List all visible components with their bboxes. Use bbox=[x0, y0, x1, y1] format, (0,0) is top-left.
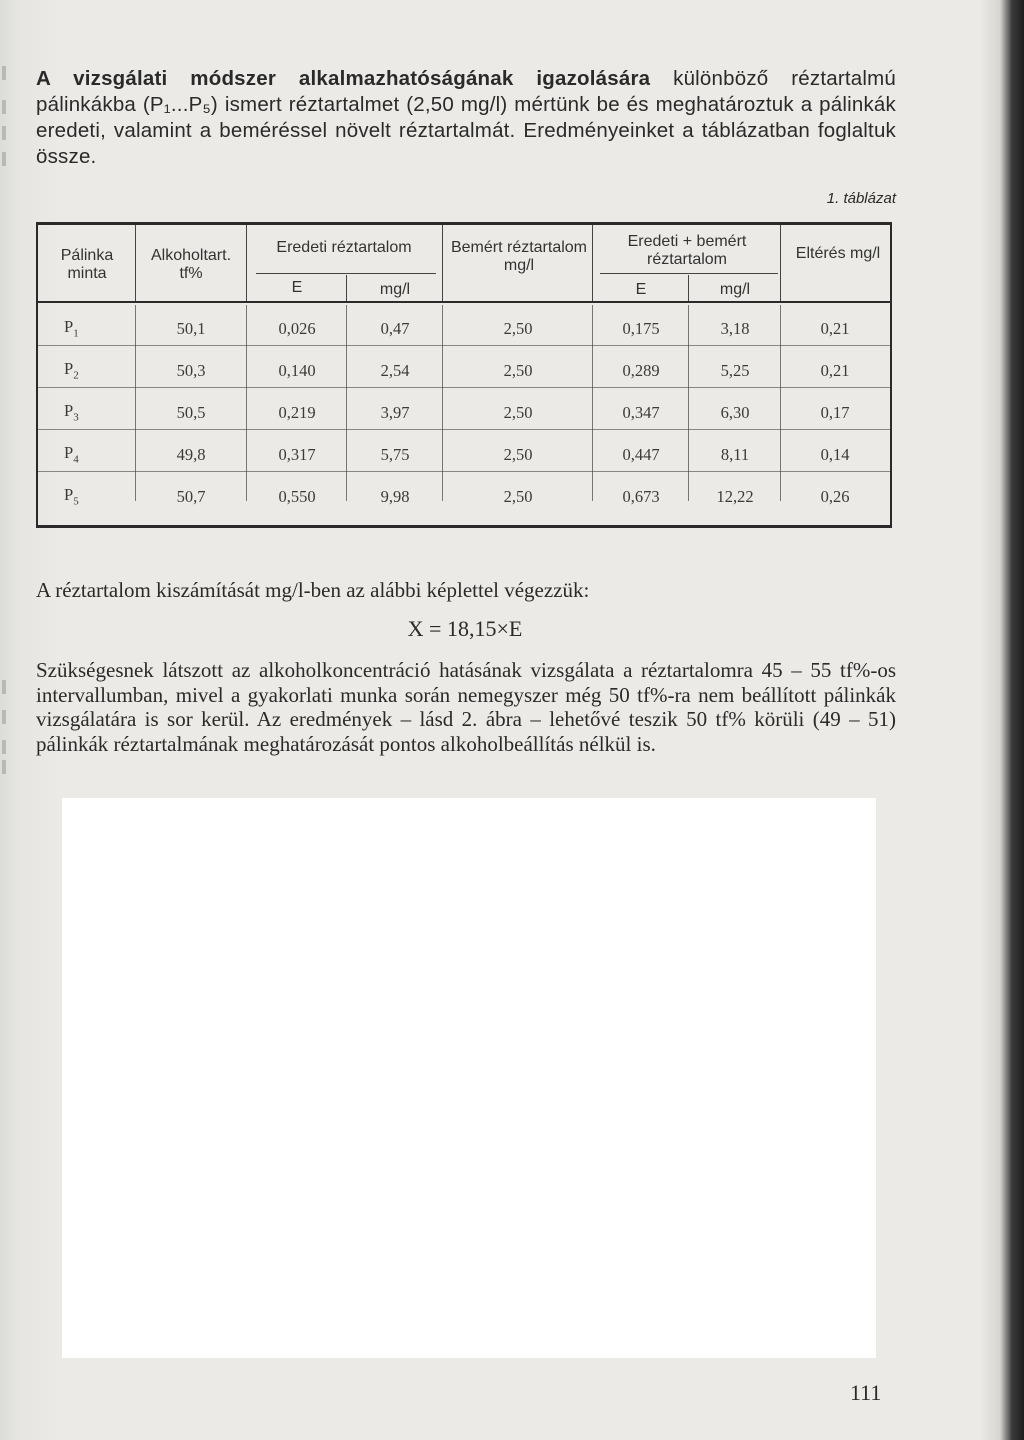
row-5-bem: 2,50 bbox=[503, 487, 533, 506]
row-4-e2: 0,447 bbox=[622, 445, 660, 464]
header-eredeti-bemert: Eredeti + bemért réztartalom bbox=[627, 233, 747, 268]
row-2-mg2: 5,25 bbox=[720, 361, 750, 380]
row-4-elt: 0,14 bbox=[820, 445, 850, 464]
row-4-e1: 0,317 bbox=[278, 445, 316, 464]
intro-rest: különböző réztartalmú pálinkákba (P₁...P₅) ismert réztartalmet (2,50 mg/l) mértünk be és meghatároztuk a pálinkák eredeti, valamint a beméréssel növelt réztartalmát. Eredményeinket a táblázatban foglaltuk össze. bbox=[36, 67, 896, 168]
row-5-e1: 0,550 bbox=[278, 487, 316, 506]
row-2-bem: 2,50 bbox=[503, 361, 533, 380]
formula: X = 18,15×E bbox=[407, 616, 523, 641]
row-2-palinka: $P_2$ bbox=[64, 359, 79, 382]
header-bemert: Bemért réztartalom mg/l bbox=[450, 239, 588, 274]
row-1-palinka: $P_1$ bbox=[64, 317, 79, 340]
header-elteres: Eltérés mg/l bbox=[795, 245, 881, 262]
row-3-mg1: 3,97 bbox=[380, 403, 410, 422]
table-caption: 1. táblázat bbox=[826, 190, 896, 207]
header-eredeti-e: E bbox=[291, 279, 303, 296]
row-3-palinka: $P_3$ bbox=[64, 401, 79, 424]
row-2-elt: 0,21 bbox=[820, 361, 850, 380]
row-5-e2: 0,673 bbox=[622, 487, 660, 506]
row-4-bem: 2,50 bbox=[503, 445, 533, 464]
header-alkohol: Alkoholtart. tf% bbox=[150, 247, 232, 282]
row-3-bem: 2,50 bbox=[503, 403, 533, 422]
results-table bbox=[36, 222, 892, 528]
row-4-alk: 49,8 bbox=[176, 445, 206, 464]
header-eredeti-mgl: mg/l bbox=[379, 281, 411, 298]
row-5-palinka: $P_5$ bbox=[64, 485, 79, 508]
intro-paragraph bbox=[36, 66, 896, 170]
header-eredeti: Eredeti réztartalom bbox=[276, 239, 412, 256]
row-1-elt: 0,21 bbox=[820, 319, 850, 338]
row-2-mg1: 2,54 bbox=[380, 361, 410, 380]
row-2-e1: 0,140 bbox=[278, 361, 316, 380]
row-3-e1: 0,219 bbox=[278, 403, 316, 422]
figure-placeholder bbox=[62, 798, 876, 1358]
row-3-mg2: 6,30 bbox=[720, 403, 750, 422]
row-1-alk: 50,1 bbox=[176, 319, 206, 338]
row-4-palinka: $P_4$ bbox=[64, 443, 79, 466]
header-palinka: Pálinka minta bbox=[60, 247, 114, 282]
row-3-elt: 0,17 bbox=[820, 403, 850, 422]
row-1-mg2: 3,18 bbox=[720, 319, 750, 338]
row-2-alk: 50,3 bbox=[176, 361, 206, 380]
row-1-e1: 0,026 bbox=[278, 319, 316, 338]
intro-lead: A vizsgálati módszer alkalmazhatóságának igazolására bbox=[36, 67, 651, 90]
row-4-mg1: 5,75 bbox=[380, 445, 410, 464]
row-5-elt: 0,26 bbox=[820, 487, 850, 506]
header-eredeti-bemert-mgl: mg/l bbox=[719, 281, 751, 298]
row-5-mg2: 12,22 bbox=[716, 487, 754, 506]
row-5-mg1: 9,98 bbox=[380, 487, 410, 506]
page-number: 111 bbox=[850, 1380, 882, 1405]
row-1-mg1: 0,47 bbox=[380, 319, 410, 338]
row-3-e2: 0,347 bbox=[622, 403, 660, 422]
formula-intro: A réztartalom kiszámítását mg/l-ben az alábbi képlettel végezzük: bbox=[36, 578, 590, 602]
row-4-mg2: 8,11 bbox=[720, 445, 750, 464]
paragraph-2: Szükségesnek látszott az alkoholkoncentráció hatásának vizsgálata a réztartalomra 45 – 55 tf%-os intervallumban, mivel a gyakorlati munka során nemegyszer még 50 tf%-ra nem beállított pálinkák vizsgálatára is sor kerül. Az eredmények – lásd 2. ábra – lehetővé teszik 50 tf% körüli (49 – 51) pálinkák réztartalmának meghatározását pontos alkoholbeállítás nélkül is. bbox=[36, 658, 896, 756]
row-2-e2: 0,289 bbox=[622, 361, 660, 380]
row-5-alk: 50,7 bbox=[176, 487, 206, 506]
row-1-e2: 0,175 bbox=[622, 319, 660, 338]
row-3-alk: 50,5 bbox=[176, 403, 206, 422]
header-eredeti-bemert-e: E bbox=[635, 281, 647, 298]
row-1-bem: 2,50 bbox=[503, 319, 533, 338]
